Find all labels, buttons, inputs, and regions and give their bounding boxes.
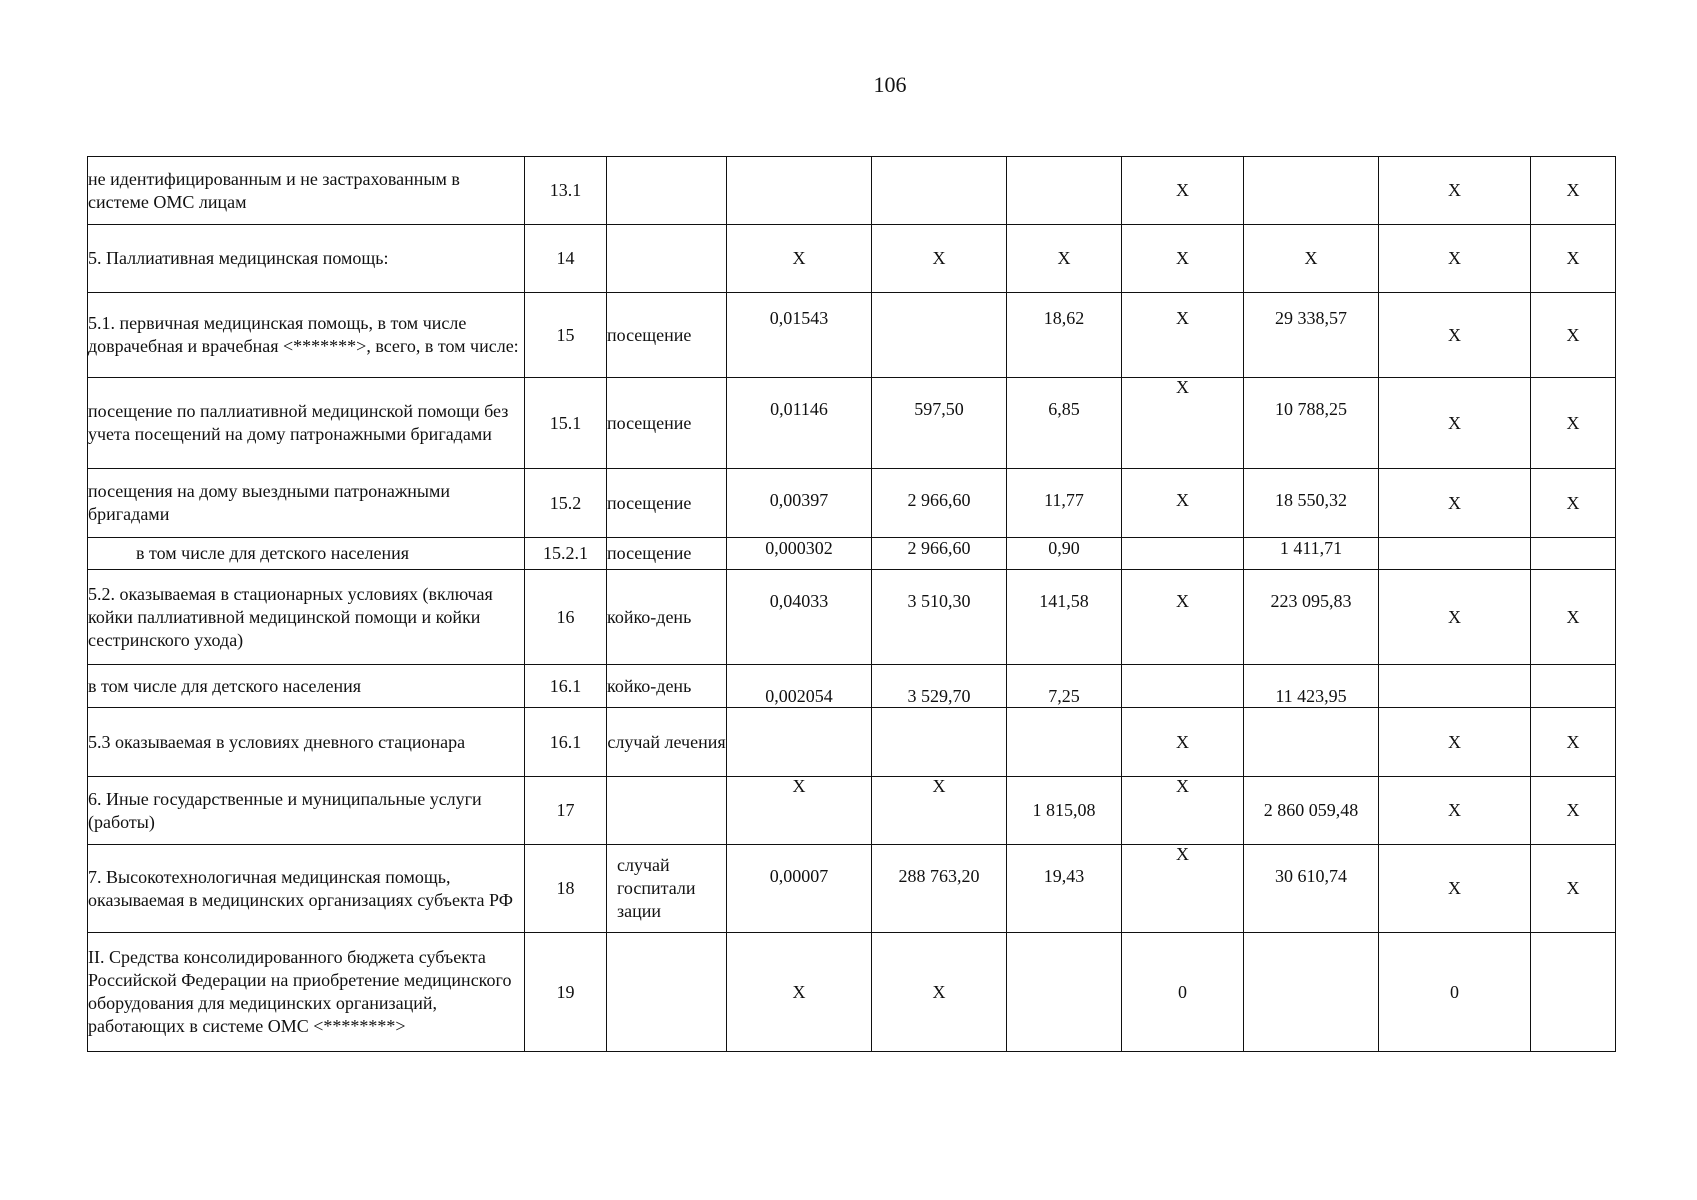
cell-col9 xyxy=(1379,665,1531,708)
cell-col7: X xyxy=(1122,469,1244,538)
cell-cost: 288 763,20 xyxy=(872,845,1007,933)
row-unit xyxy=(607,777,727,845)
cell-col7 xyxy=(1122,538,1244,570)
cell-amount: 2 860 059,48 xyxy=(1244,777,1379,845)
cell-volume: X xyxy=(727,777,872,845)
cell-per-capita: 6,85 xyxy=(1007,378,1122,469)
cell-amount xyxy=(1244,157,1379,225)
row-unit: случай госпитали зации xyxy=(607,845,727,933)
table-row xyxy=(88,225,1616,293)
cell-col9: X xyxy=(1379,708,1531,777)
row-code: 15.2 xyxy=(525,469,607,538)
cell-cost: 3 529,70 xyxy=(872,665,1007,708)
cell-col7: X xyxy=(1122,225,1244,293)
row-name: 5.2. оказываемая в стационарных условиях (включая койки паллиативной медицинской помощи и койки сестринского ухода) xyxy=(88,570,525,665)
row-unit: посещение xyxy=(607,378,727,469)
row-unit xyxy=(607,933,727,1052)
cell-amount: 10 788,25 xyxy=(1244,378,1379,469)
row-code: 17 xyxy=(525,777,607,845)
row-code: 16 xyxy=(525,570,607,665)
cell-col10: X xyxy=(1531,845,1616,933)
cell-volume: X xyxy=(727,933,872,1052)
cell-amount: X xyxy=(1244,225,1379,293)
cell-cost: X xyxy=(872,777,1007,845)
cell-cost: X xyxy=(872,933,1007,1052)
cell-col7: X xyxy=(1122,845,1244,933)
cell-col9: 0 xyxy=(1379,933,1531,1052)
cell-amount xyxy=(1244,708,1379,777)
row-code: 15.2.1 xyxy=(525,538,607,570)
cell-volume: 0,00397 xyxy=(727,469,872,538)
cell-col10: X xyxy=(1531,225,1616,293)
cell-cost: 2 966,60 xyxy=(872,469,1007,538)
cell-per-capita xyxy=(1007,157,1122,225)
cell-col10: X xyxy=(1531,708,1616,777)
cell-cost: 3 510,30 xyxy=(872,570,1007,665)
financing-table xyxy=(87,156,1616,1052)
cell-per-capita: 7,25 xyxy=(1007,665,1122,708)
row-code: 14 xyxy=(525,225,607,293)
row-unit xyxy=(607,225,727,293)
cell-col9: X xyxy=(1379,570,1531,665)
cell-amount xyxy=(1244,933,1379,1052)
table-row xyxy=(88,469,1616,538)
cell-col9: X xyxy=(1379,378,1531,469)
cell-col9: X xyxy=(1379,777,1531,845)
cell-col7 xyxy=(1122,665,1244,708)
row-name: в том числе для детского населения xyxy=(88,538,525,570)
table-row xyxy=(88,777,1616,845)
cell-amount: 11 423,95 xyxy=(1244,665,1379,708)
cell-cost: X xyxy=(872,225,1007,293)
row-name: в том числе для детского населения xyxy=(88,665,525,708)
row-unit: койко-день xyxy=(607,570,727,665)
cell-per-capita: 18,62 xyxy=(1007,293,1122,378)
cell-col7: 0 xyxy=(1122,933,1244,1052)
cell-volume: 0,002054 xyxy=(727,665,872,708)
cell-amount: 29 338,57 xyxy=(1244,293,1379,378)
row-unit: случай лечения xyxy=(607,708,727,777)
row-name: 5.1. первичная медицинская помощь, в том числе доврачебная и врачебная <*******>, всего, в том числе: xyxy=(88,293,525,378)
cell-col10: X xyxy=(1531,293,1616,378)
cell-cost xyxy=(872,157,1007,225)
cell-col10: X xyxy=(1531,570,1616,665)
table-row xyxy=(88,378,1616,469)
table-row xyxy=(88,665,1616,708)
row-name: 7. Высокотехнологичная медицинская помощь, оказываемая в медицинских организациях субъекта РФ xyxy=(88,845,525,933)
row-code: 13.1 xyxy=(525,157,607,225)
cell-per-capita xyxy=(1007,933,1122,1052)
cell-cost: 597,50 xyxy=(872,378,1007,469)
cell-col7: X xyxy=(1122,157,1244,225)
cell-per-capita xyxy=(1007,708,1122,777)
cell-col9: X xyxy=(1379,845,1531,933)
cell-amount: 223 095,83 xyxy=(1244,570,1379,665)
row-unit: посещение xyxy=(607,293,727,378)
row-name: посещения на дому выездными патронажными бригадами xyxy=(88,469,525,538)
cell-volume: X xyxy=(727,225,872,293)
cell-col9: X xyxy=(1379,225,1531,293)
cell-col9: X xyxy=(1379,293,1531,378)
cell-col9 xyxy=(1379,538,1531,570)
row-code: 15 xyxy=(525,293,607,378)
cell-col9: X xyxy=(1379,157,1531,225)
row-code: 16.1 xyxy=(525,665,607,708)
cell-per-capita: 0,90 xyxy=(1007,538,1122,570)
cell-cost xyxy=(872,708,1007,777)
row-name: II. Средства консолидированного бюджета субъекта Российской Федерации на приобретение медицинского оборудования для медицинских организаций, работающих в системе ОМС <********> xyxy=(88,933,525,1052)
cell-col7: X xyxy=(1122,378,1244,469)
row-code: 19 xyxy=(525,933,607,1052)
cell-col10 xyxy=(1531,665,1616,708)
row-unit xyxy=(607,157,727,225)
cell-per-capita: 1 815,08 xyxy=(1007,777,1122,845)
cell-per-capita: 141,58 xyxy=(1007,570,1122,665)
row-name: 5.3 оказываемая в условиях дневного стационара xyxy=(88,708,525,777)
page-number: 106 xyxy=(873,72,907,97)
cell-col10: X xyxy=(1531,157,1616,225)
row-unit: посещение xyxy=(607,538,727,570)
cell-volume: 0,01543 xyxy=(727,293,872,378)
cell-col10: X xyxy=(1531,469,1616,538)
cell-per-capita: 19,43 xyxy=(1007,845,1122,933)
cell-col7: X xyxy=(1122,570,1244,665)
cell-per-capita: X xyxy=(1007,225,1122,293)
cell-amount: 1 411,71 xyxy=(1244,538,1379,570)
cell-volume: 0,00007 xyxy=(727,845,872,933)
row-name: 5. Паллиативная медицинская помощь: xyxy=(88,225,525,293)
table-row xyxy=(88,933,1616,1052)
cell-cost: 2 966,60 xyxy=(872,538,1007,570)
table-row xyxy=(88,293,1616,378)
row-name: посещение по паллиативной медицинской помощи без учета посещений на дому патронажными бригадами xyxy=(88,378,525,469)
cell-per-capita: 11,77 xyxy=(1007,469,1122,538)
cell-col9: X xyxy=(1379,469,1531,538)
row-code: 16.1 xyxy=(525,708,607,777)
row-code: 18 xyxy=(525,845,607,933)
table-row xyxy=(88,570,1616,665)
cell-col7: X xyxy=(1122,777,1244,845)
cell-volume: 0,04033 xyxy=(727,570,872,665)
cell-col10 xyxy=(1531,538,1616,570)
table-row xyxy=(88,157,1616,225)
row-name: 6. Иные государственные и муниципальные услуги (работы) xyxy=(88,777,525,845)
row-unit: посещение xyxy=(607,469,727,538)
table-row xyxy=(88,708,1616,777)
row-name: не идентифицированным и не застрахованным в системе ОМС лицам xyxy=(88,157,525,225)
cell-col10 xyxy=(1531,933,1616,1052)
table-row xyxy=(88,538,1616,570)
row-code: 15.1 xyxy=(525,378,607,469)
cell-amount: 18 550,32 xyxy=(1244,469,1379,538)
cell-volume xyxy=(727,708,872,777)
table-row xyxy=(88,845,1616,933)
cell-amount: 30 610,74 xyxy=(1244,845,1379,933)
cell-volume: 0,000302 xyxy=(727,538,872,570)
cell-cost xyxy=(872,293,1007,378)
cell-col7: X xyxy=(1122,293,1244,378)
cell-volume xyxy=(727,157,872,225)
row-unit: койко-день xyxy=(607,665,727,708)
cell-volume: 0,01146 xyxy=(727,378,872,469)
cell-col10: X xyxy=(1531,777,1616,845)
cell-col7: X xyxy=(1122,708,1244,777)
cell-col10: X xyxy=(1531,378,1616,469)
